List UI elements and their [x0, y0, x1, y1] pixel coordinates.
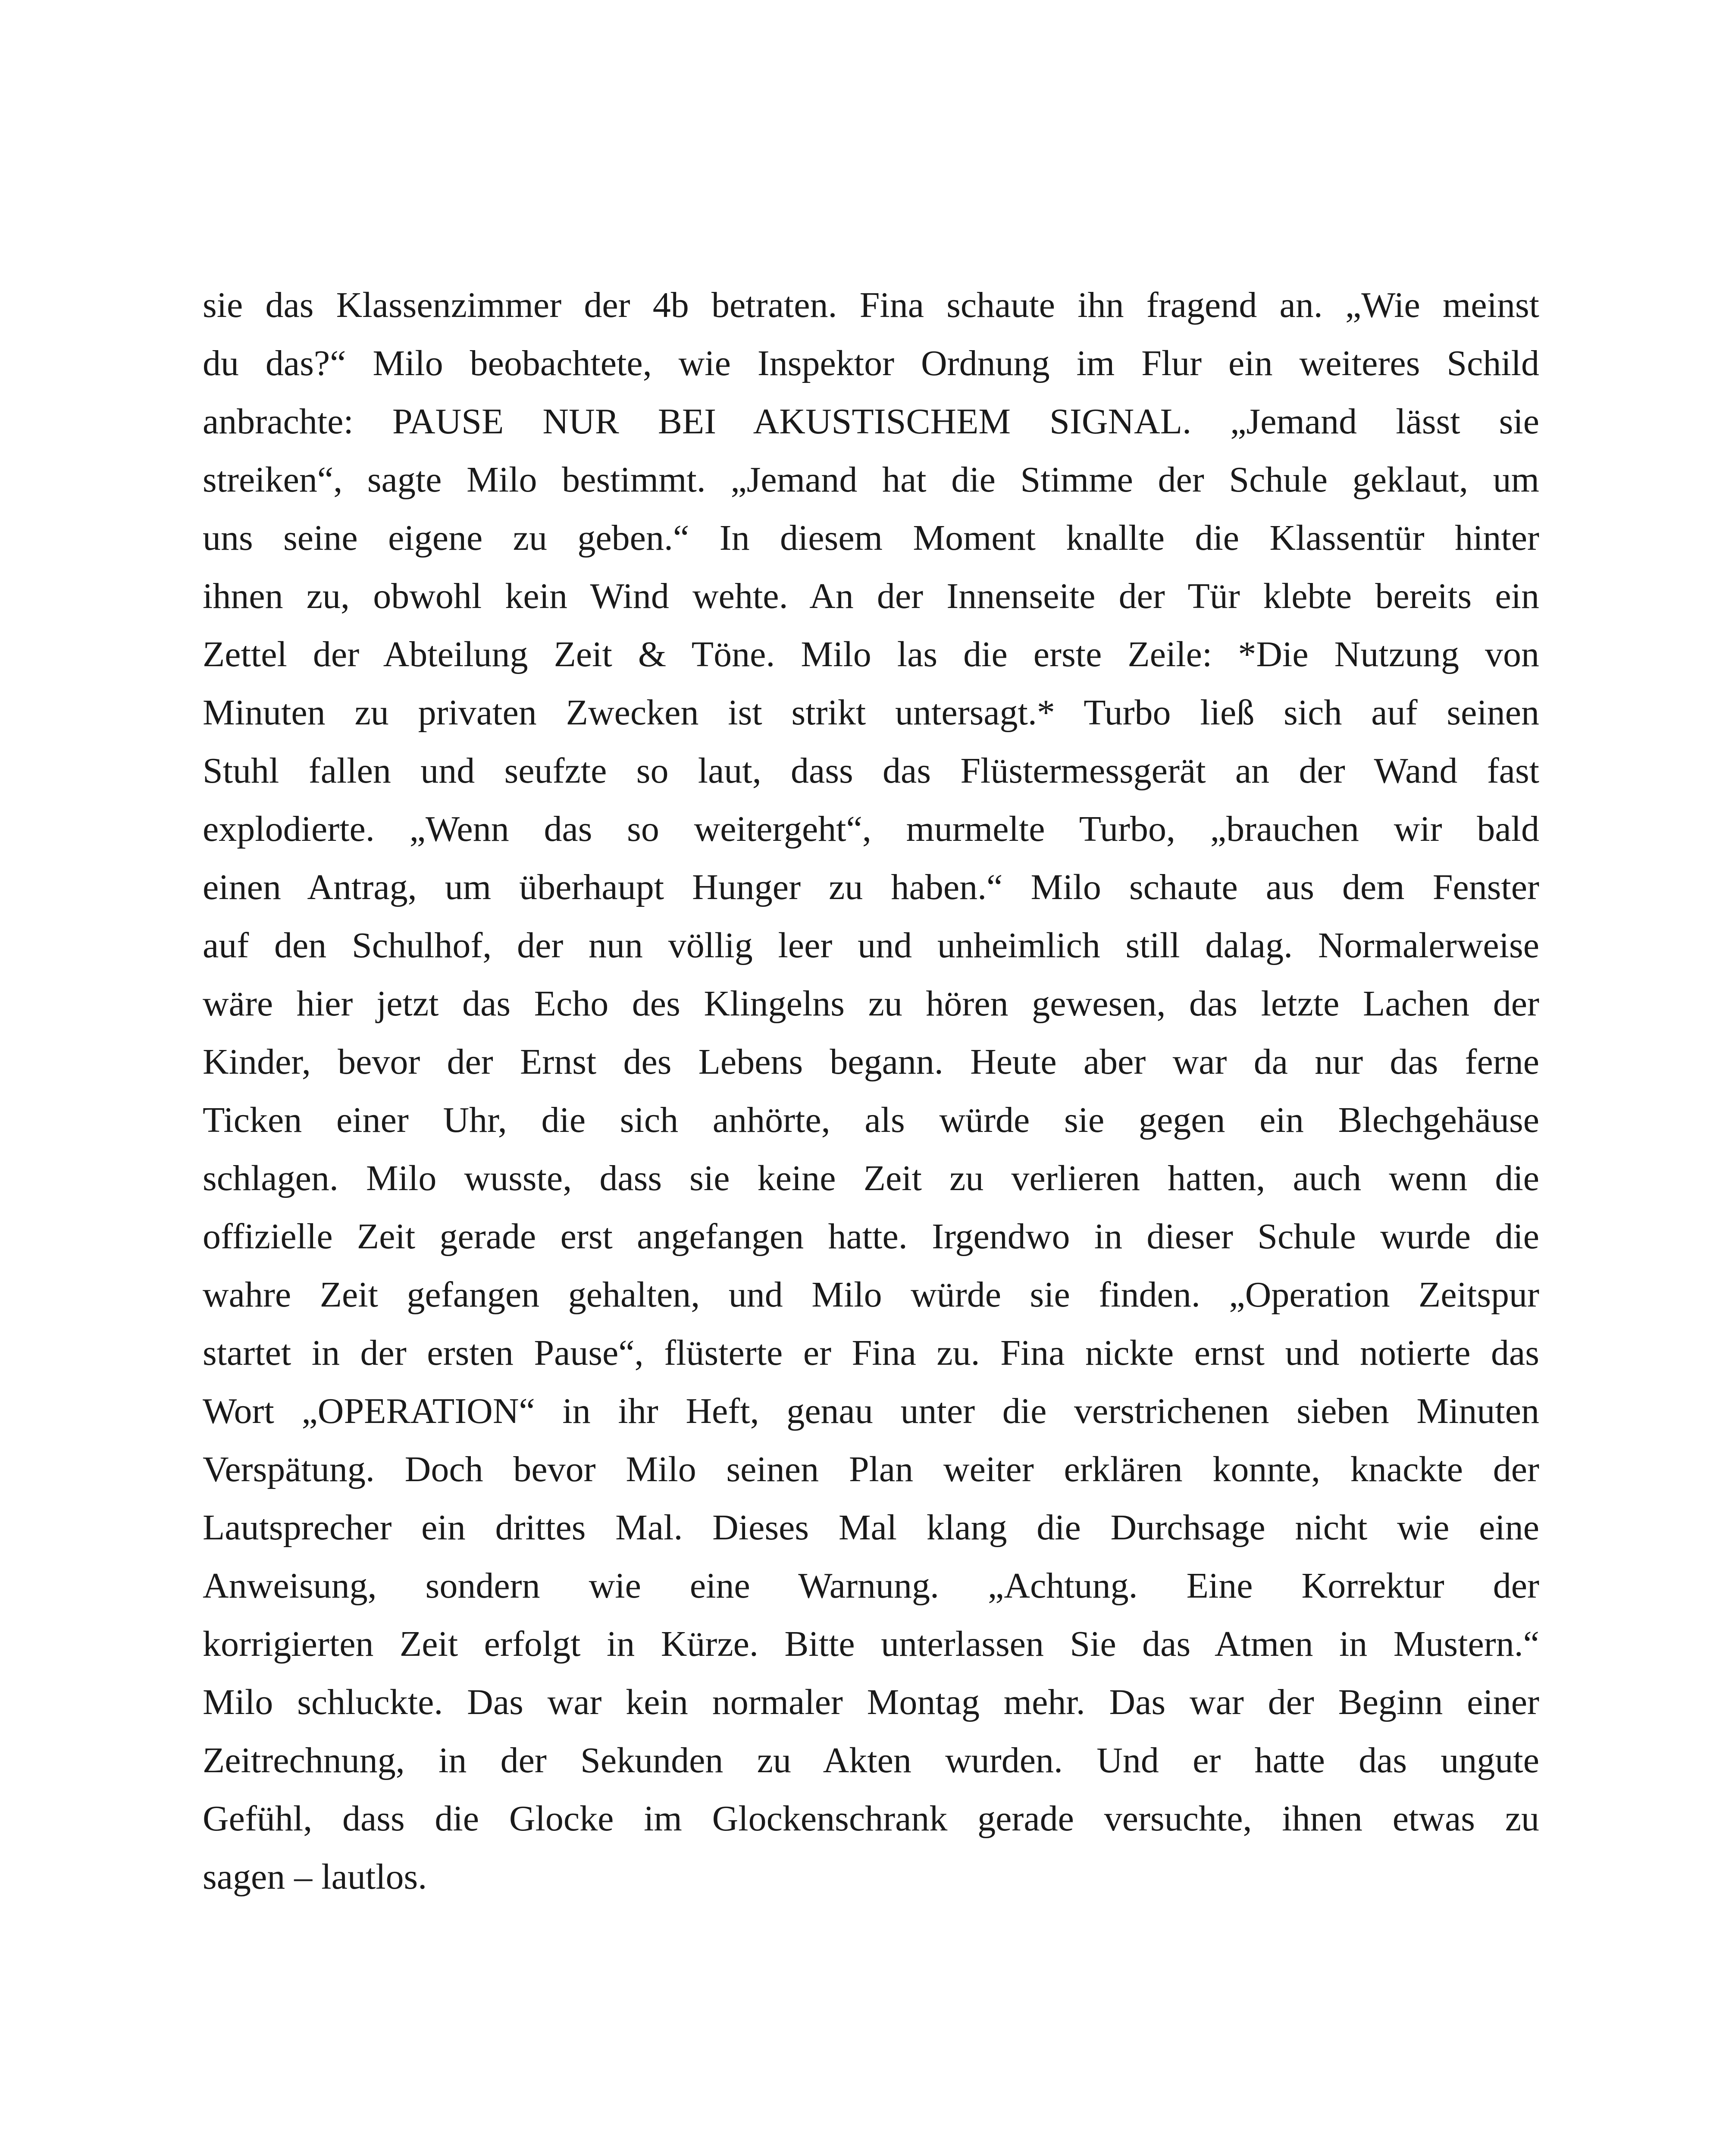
text-line: Ticken einer Uhr, die sich anhörte, als würde sie gegen ein Blechgehäuse: [203, 1100, 1539, 1140]
text-line: streiken“, sagte Milo bestimmt. „Jemand hat die Stimme der Schule geklaut, um: [203, 460, 1539, 500]
text-line: Zettel der Abteilung Zeit & Töne. Milo las die erste Zeile: *Die Nutzung von: [203, 634, 1539, 674]
text-line: korrigierten Zeit erfolgt in Kürze. Bitte unterlassen Sie das Atmen in Mustern.“: [203, 1624, 1539, 1664]
text-line: wahre Zeit gefangen gehalten, und Milo würde sie finden. „Operation Zeitspur: [203, 1275, 1539, 1315]
text-line: Stuhl fallen und seufzte so laut, dass das Flüstermessgerät an der Wand fast: [203, 751, 1539, 791]
text-line: Gefühl, dass die Glocke im Glockenschrank gerade versuchte, ihnen etwas zu: [203, 1799, 1539, 1839]
text-line: uns seine eigene zu geben.“ In diesem Moment knallte die Klassentür hinter: [203, 518, 1539, 558]
text-line: Minuten zu privaten Zwecken ist strikt untersagt.* Turbo ließ sich auf seinen: [203, 693, 1539, 733]
text-line: startet in der ersten Pause“, flüsterte er Fina zu. Fina nickte ernst und notierte das: [203, 1333, 1539, 1373]
body-paragraph: [203, 276, 1539, 1906]
text-line: offizielle Zeit gerade erst angefangen hatte. Irgendwo in dieser Schule wurde die: [203, 1216, 1539, 1257]
text-line: anbrachte: PAUSE NUR BEI AKUSTISCHEM SIGNAL. „Jemand lässt sie: [203, 401, 1539, 442]
text-line: explodierte. „Wenn das so weitergeht“, murmelte Turbo, „brauchen wir bald: [203, 809, 1539, 849]
text-line: auf den Schulhof, der nun völlig leer und unheimlich still dalag. Normalerweise: [203, 925, 1539, 965]
text-line: du das?“ Milo beobachtete, wie Inspektor Ordnung im Flur ein weiteres Schild: [203, 343, 1539, 383]
text-line: Milo schluckte. Das war kein normaler Montag mehr. Das war der Beginn einer: [203, 1682, 1539, 1722]
text-line: Wort „OPERATION“ in ihr Heft, genau unter die verstrichenen sieben Minuten: [203, 1391, 1539, 1431]
text-line: ihnen zu, obwohl kein Wind wehte. An der Innenseite der Tür klebte bereits ein: [203, 576, 1539, 616]
text-line: schlagen. Milo wusste, dass sie keine Zeit zu verlieren hatten, auch wenn die: [203, 1158, 1539, 1198]
text-line: sagen – lautlos.: [203, 1857, 427, 1897]
text-line: einen Antrag, um überhaupt Hunger zu haben.“ Milo schaute aus dem Fenster: [203, 867, 1539, 907]
text-line: Verspätung. Doch bevor Milo seinen Plan weiter erklären konnte, knackte der: [203, 1449, 1539, 1489]
text-line: wäre hier jetzt das Echo des Klingelns zu hören gewesen, das letzte Lachen der: [203, 984, 1539, 1024]
text-line: Zeitrechnung, in der Sekunden zu Akten wurden. Und er hatte das ungute: [203, 1740, 1539, 1780]
text-line: Anweisung, sondern wie eine Warnung. „Achtung. Eine Korrektur der: [203, 1566, 1539, 1606]
text-line: Lautsprecher ein drittes Mal. Dieses Mal klang die Durchsage nicht wie eine: [203, 1507, 1539, 1548]
text-line: sie das Klassenzimmer der 4b betraten. Fina schaute ihn fragend an. „Wie meinst: [203, 285, 1539, 325]
text-line: Kinder, bevor der Ernst des Lebens begann. Heute aber war da nur das ferne: [203, 1042, 1539, 1082]
